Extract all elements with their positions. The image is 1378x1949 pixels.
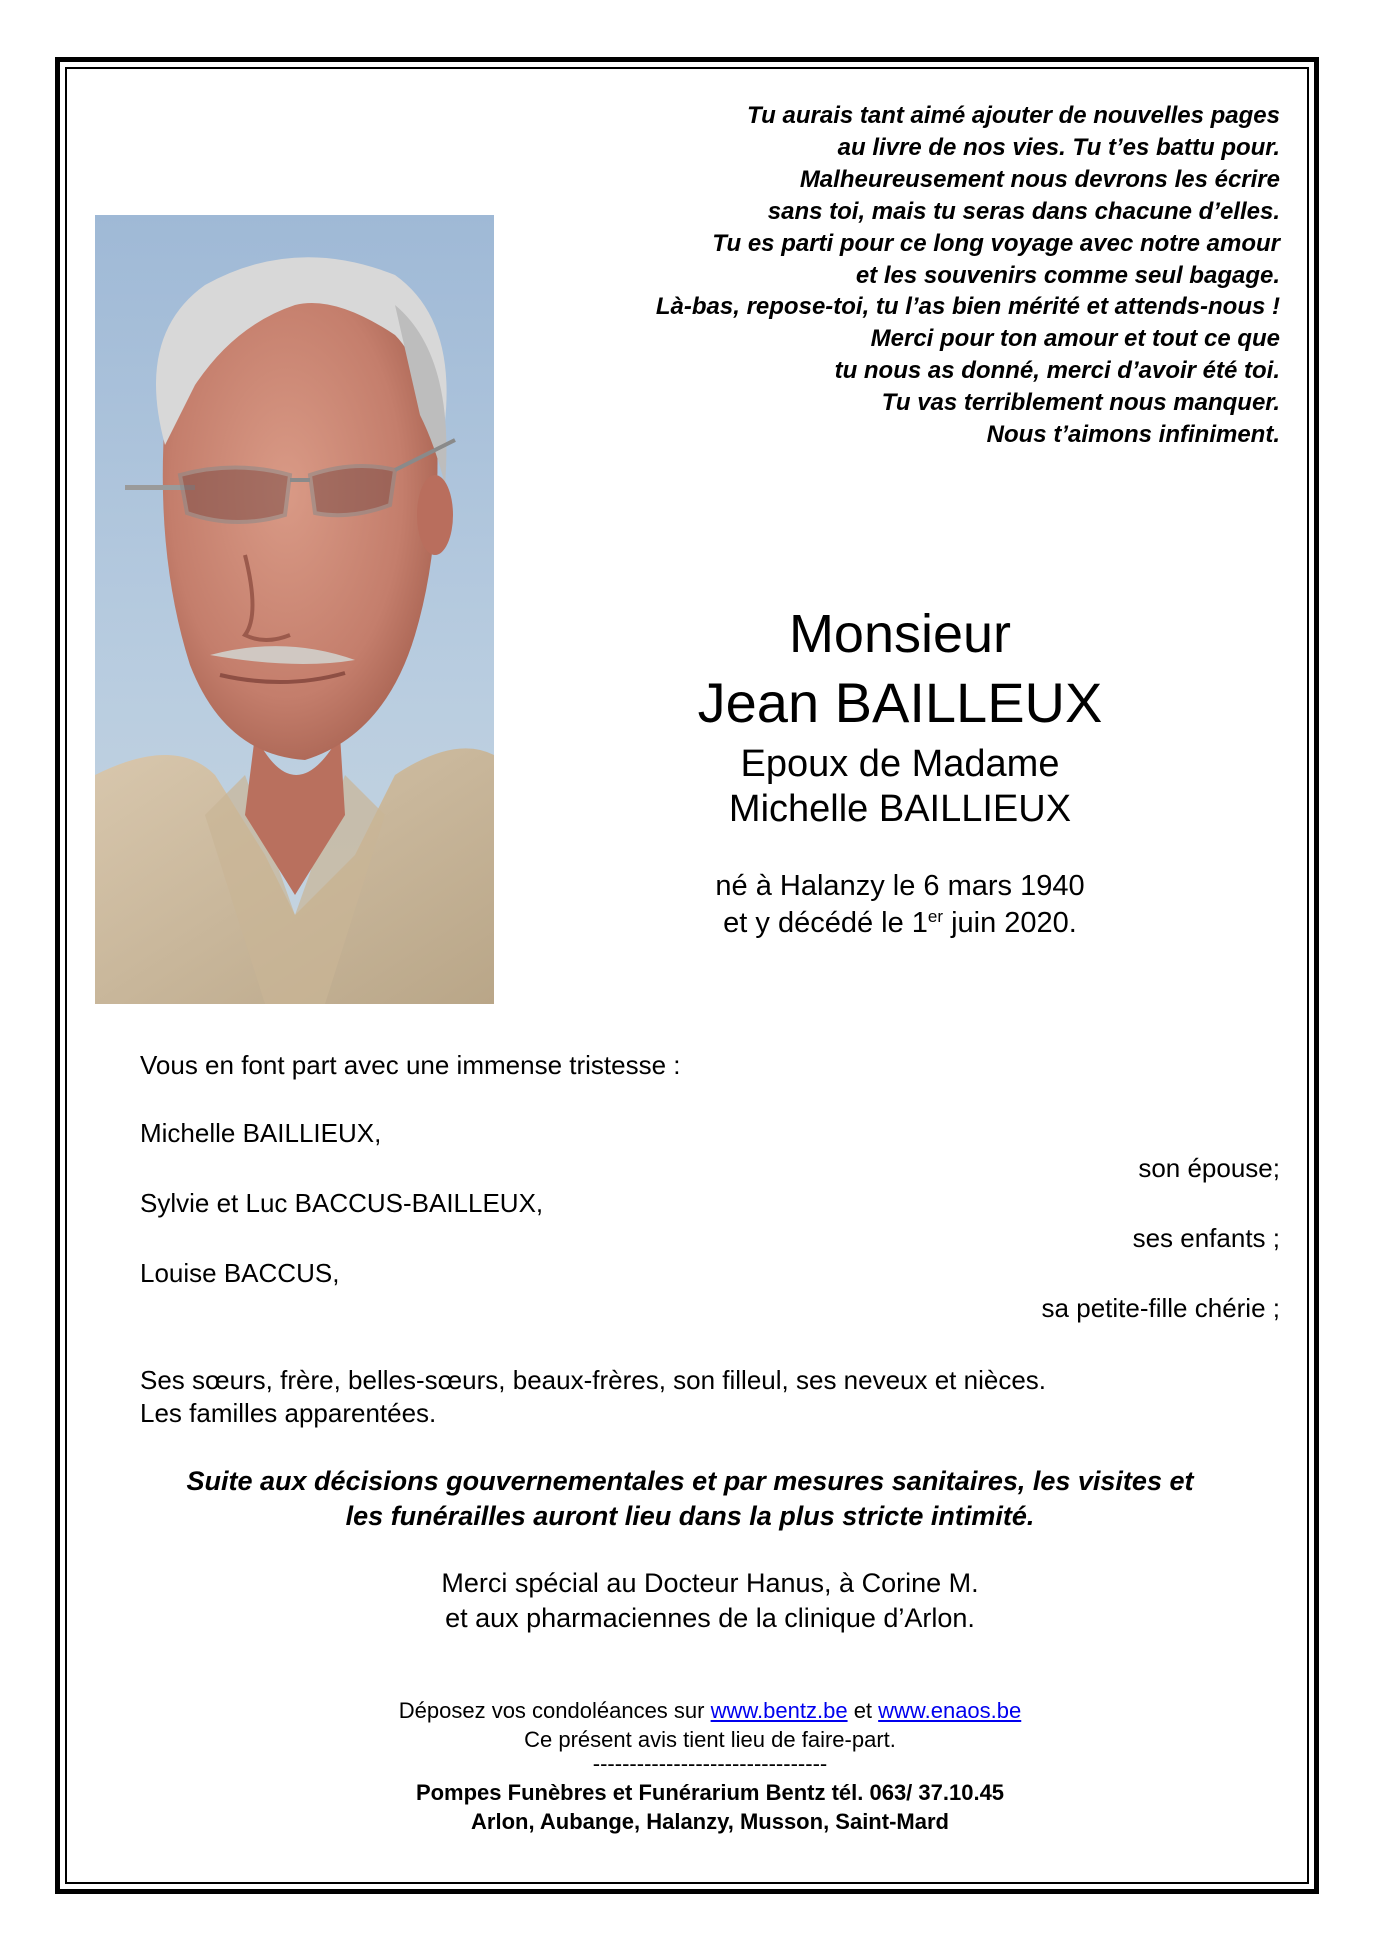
funeral-home-contact: Pompes Funèbres et Funérarium Bentz tél. 063/ 37.10.45 — [415, 1780, 1005, 1805]
spouse-line-2: Michelle BAILLIEUX — [728, 788, 1072, 830]
relatives-line-1: Ses sœurs, frère, belles-sœurs, beaux-frères, son filleul, ses neveux et nièces. — [140, 1365, 1047, 1395]
condolences-prefix: Déposez vos condoléances sur — [398, 1698, 711, 1723]
family-member-relation: sa petite-fille chérie ; — [1041, 1293, 1280, 1323]
death-info-prefix: et y décédé le 1 — [723, 907, 928, 939]
sanitary-notice-line-2: les funérailles auront lieu dans la plus stricte intimité. — [345, 1501, 1035, 1531]
condolences-and: et — [847, 1698, 879, 1723]
deceased-honorific: Monsieur — [788, 604, 1012, 664]
thanks-line-1: Merci spécial au Docteur Hanus, à Corine M. — [441, 1568, 979, 1598]
death-info-ordinal: er — [927, 907, 944, 926]
poem-line: et les souvenirs comme seul bagage. — [855, 261, 1280, 289]
deceased-name: Jean BAILLEUX — [697, 671, 1103, 734]
poem-line: Merci pour ton amour et tout ce que — [870, 325, 1280, 353]
relatives-line-2: Les familles apparentées. — [140, 1398, 437, 1428]
poem-line: Nous t’aimons infiniment. — [986, 421, 1280, 449]
birth-info: né à Halanzy le 6 mars 1940 — [715, 870, 1085, 902]
spouse-line-1: Epoux de Madame — [740, 743, 1060, 785]
faire-part-notice: Ce présent avis tient lieu de faire-part. — [524, 1727, 896, 1752]
poem-line: tu nous as donné, merci d’avoir été toi. — [834, 357, 1280, 385]
poem-line: au livre de nos vies. Tu t’es battu pour. — [837, 133, 1280, 161]
poem-line: sans toi, mais tu seras dans chacune d’elles. — [767, 197, 1280, 225]
family-member-name: Sylvie et Luc BACCUS-BAILLEUX, — [140, 1188, 544, 1218]
family-member-relation: son épouse; — [1138, 1153, 1280, 1183]
condolences-line — [200, 1697, 1220, 1725]
death-info-suffix: juin 2020. — [943, 907, 1077, 939]
sanitary-notice-line-1: Suite aux décisions gouvernementales et par mesures sanitaires, les visites et — [186, 1466, 1194, 1496]
separator-dashes: -------------------------------- — [592, 1751, 828, 1776]
poem-line: Là-bas, repose-toi, tu l’as bien mérité et attends-nous ! — [655, 293, 1280, 321]
poem-line: Tu es parti pour ce long voyage avec notre amour — [712, 229, 1280, 257]
portrait-photo — [95, 215, 494, 1004]
family-member-name: Michelle BAILLIEUX, — [140, 1118, 382, 1148]
thanks-line-2: et aux pharmaciennes de la clinique d’Arlon. — [445, 1603, 975, 1633]
poem — [380, 100, 1280, 451]
death-info — [560, 905, 1240, 941]
poem-line: Malheureusement nous devrons les écrire — [799, 165, 1280, 193]
bentz-link[interactable]: www.bentz.be — [710, 1698, 848, 1723]
funeral-home-locations: Arlon, Aubange, Halanzy, Musson, Saint-Mard — [471, 1809, 949, 1834]
poem-line: Tu vas terriblement nous manquer. — [881, 389, 1280, 417]
family-member-name: Louise BACCUS, — [140, 1258, 340, 1288]
family-member-relation: ses enfants ; — [1132, 1223, 1280, 1253]
enaos-link[interactable]: www.enaos.be — [878, 1698, 1022, 1723]
poem-line: Tu aurais tant aimé ajouter de nouvelles pages — [746, 102, 1280, 129]
announcement-intro: Vous en font part avec une immense tristesse : — [140, 1050, 681, 1080]
